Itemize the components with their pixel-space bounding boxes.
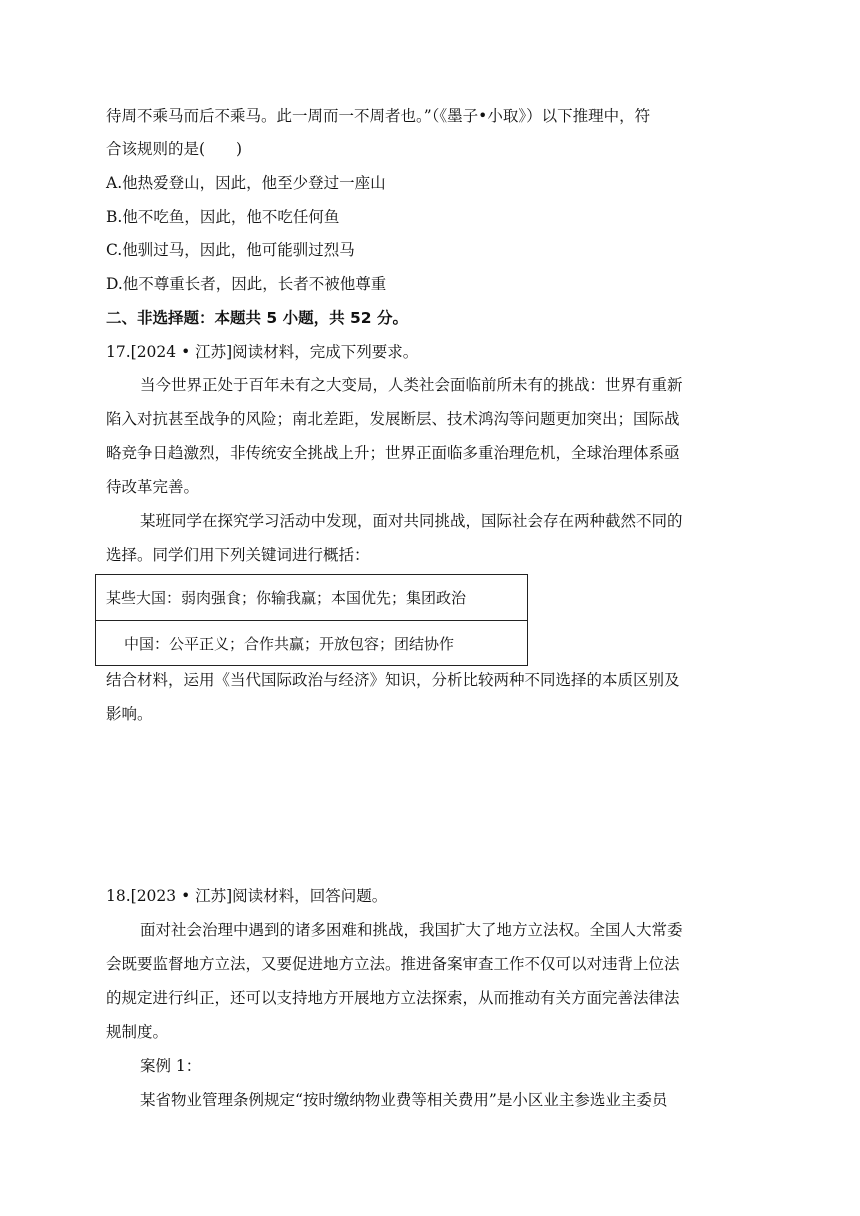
q17-para1-line: 陷入对抗甚至战争的风险；南北差距，发展断层、技术鸿沟等问题更加突出；国际战: [106, 410, 680, 428]
q17-question-line: 结合材料，运用《当代国际政治与经济》知识，分析比较两种不同选择的本质区别及: [106, 671, 680, 689]
q17-para2-line: 选择。同学们用下列关键词进行概括：: [106, 546, 370, 564]
q17-para2-line: 某班同学在探究学习活动中发现，面对共同挑战，国际社会存在两种截然不同的: [140, 512, 683, 530]
q16-option-c: C.他驯过马，因此，他可能驯过烈马: [106, 241, 355, 259]
q16-option-d: D.他不尊重长者，因此，长者不被他尊重: [106, 275, 387, 293]
q16-continuation-line-1: 待周不乘马而后不乘马。此一周而一不周者也。”（《墨子•小取》）以下推理中，符: [106, 107, 651, 125]
q16-continuation-line-2: 合该规则的是( ): [106, 140, 243, 158]
q17-question-line: 影响。: [106, 705, 153, 723]
q18-case-text: 某省物业管理条例规定“按时缴纳物业费等相关费用”是小区业主参选业主委员: [140, 1091, 668, 1109]
q18-para1-line: 的规定进行纠正，还可以支持地方开展地方立法探索，从而推动有关方面完善法律法: [106, 989, 680, 1007]
keyword-table: [95, 574, 528, 666]
q18-para1-line: 面对社会治理中遇到的诸多困难和挑战，我国扩大了地方立法权。全国人大常委: [140, 921, 683, 939]
section-heading: 二、非选择题：本题共 5 小题，共 52 分。: [106, 309, 408, 327]
q17-title: 17.[2024 • 江苏]阅读材料，完成下列要求。: [106, 343, 419, 361]
q18-para1-line: 会既要监督地方立法，又要促进地方立法。推进备案审查工作不仅可以对违背上位法: [106, 955, 680, 973]
q17-para1-line: 待改革完善。: [106, 478, 200, 496]
q17-para1-line: 略竞争日趋激烈，非传统安全挑战上升；世界正面临多重治理危机，全球治理体系亟: [106, 444, 680, 462]
q18-title: 18.[2023 • 江苏]阅读材料，回答问题。: [106, 887, 388, 905]
q17-para1-line: 当今世界正处于百年未有之大变局，人类社会面临前所未有的挑战：世界有重新: [140, 376, 683, 394]
table-row-china: 中国：公平正义；合作共赢；开放包容；团结协作: [124, 635, 455, 653]
q18-case-label: 案例 1：: [140, 1057, 202, 1075]
q16-option-a: A.他热爱登山，因此，他至少登过一座山: [106, 174, 386, 192]
q16-option-b: B.他不吃鱼，因此，他不吃任何鱼: [106, 208, 340, 226]
table-row-great-powers: 某些大国：弱肉强食；你输我赢；本国优先；集团政治: [96, 575, 527, 621]
q18-para1-line: 规制度。: [106, 1023, 169, 1041]
